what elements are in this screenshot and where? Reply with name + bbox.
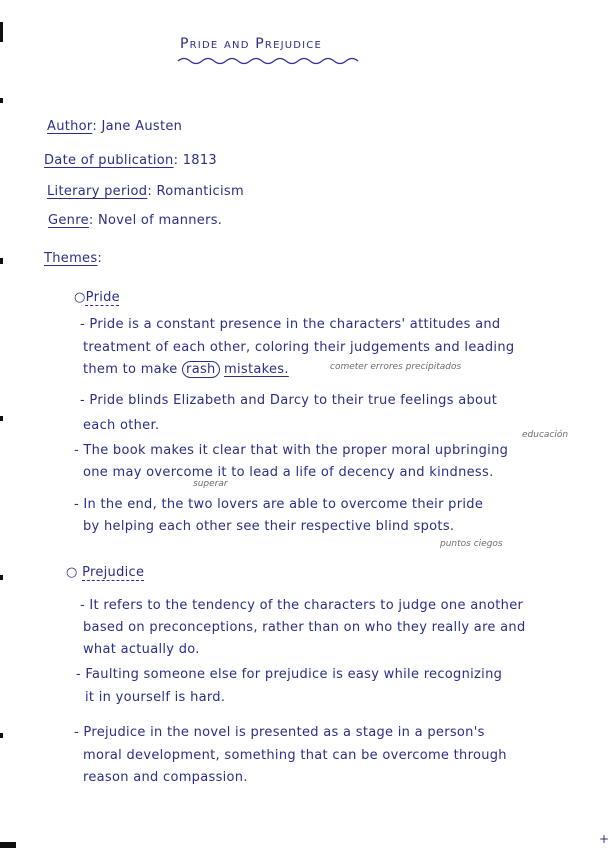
bullet-circle-icon: ○ [74, 290, 86, 305]
period-value: Romanticism [156, 184, 244, 199]
bullet-circle-icon: ○ [66, 565, 83, 580]
genre-label: Genre [48, 213, 89, 228]
prejudice-b3-line2: moral development, something that can be overcome through [83, 748, 507, 763]
date-row: Date of publication: 1813 [44, 153, 217, 168]
page-corner-mark: + [599, 832, 610, 846]
pride-b2-line1: - Pride blinds Elizabeth and Darcy to their true feelings about [80, 393, 498, 408]
pride-b1-note: cometer errores precipitados [330, 362, 462, 372]
binding-mark [0, 416, 3, 421]
pride-heading [74, 290, 120, 305]
pride-b1-line2: treatment of each other, coloring their judgements and leading [83, 340, 515, 355]
themes-label: Themes [44, 251, 98, 266]
binding-mark [0, 575, 3, 580]
author-label: Author [47, 119, 93, 134]
prejudice-b1-line1: - It refers to the tendency of the characters to judge one another [80, 598, 524, 613]
period-label: Literary period [47, 184, 148, 199]
prejudice-b1-line3: what actually do. [83, 642, 200, 657]
pride-b3-line2: one may overcome it to lead a life of decency and kindness. [83, 465, 494, 480]
period-row: Literary period: Romanticism [47, 184, 244, 199]
genre-row: Genre: Novel of manners. [48, 213, 223, 228]
pride-b1-text-a: them to make [83, 362, 178, 377]
pride-b2-line2: each other. [83, 418, 160, 433]
themes-heading: Themes: [44, 251, 103, 266]
date-label: Date of publication [44, 153, 174, 168]
binding-mark [0, 98, 3, 103]
genre-value: Novel of manners. [98, 213, 223, 228]
pride-b4-line1: - In the end, the two lovers are able to overcome their pride [74, 497, 484, 512]
date-value: 1813 [182, 153, 217, 168]
pride-b3-note2: superar [193, 479, 228, 489]
title-wavy-underline [176, 56, 362, 66]
binding-mark [0, 258, 3, 264]
prejudice-b3-line3: reason and compassion. [83, 770, 248, 785]
prejudice-heading [66, 565, 144, 580]
prejudice-b2-line2: it in yourself is hard. [85, 690, 226, 705]
binding-mark [0, 22, 3, 42]
pride-b1-text-c: mistakes. [224, 362, 289, 377]
pride-b3-line1: - The book makes it clear that with the proper moral upbringing [74, 443, 509, 458]
prejudice-b2-line1: - Faulting someone else for prejudice is easy while recognizing [76, 667, 503, 682]
prejudice-heading-label: Prejudice [82, 565, 145, 580]
author-row: Author: Jane Austen [47, 119, 183, 134]
author-value: Jane Austen [101, 119, 183, 134]
binding-mark [0, 733, 3, 738]
pride-b1-circled-word: rash [182, 361, 220, 378]
page-title: Pride and Prejudice [180, 36, 323, 52]
pride-heading-label: Pride [85, 290, 120, 305]
pride-b3-note1: educación [522, 430, 569, 440]
pride-b4-note: puntos ciegos [440, 539, 503, 549]
binding-mark [0, 842, 16, 848]
prejudice-b1-line2: based on preconceptions, rather than on who they really are and [83, 620, 526, 635]
pride-b1-line1: - Pride is a constant presence in the characters' attitudes and [80, 317, 501, 332]
pride-b4-line2: by helping each other see their respective blind spots. [83, 519, 455, 534]
pride-b1-line3 [83, 362, 289, 377]
prejudice-b3-line1: - Prejudice in the novel is presented as a stage in a person's [74, 725, 485, 740]
